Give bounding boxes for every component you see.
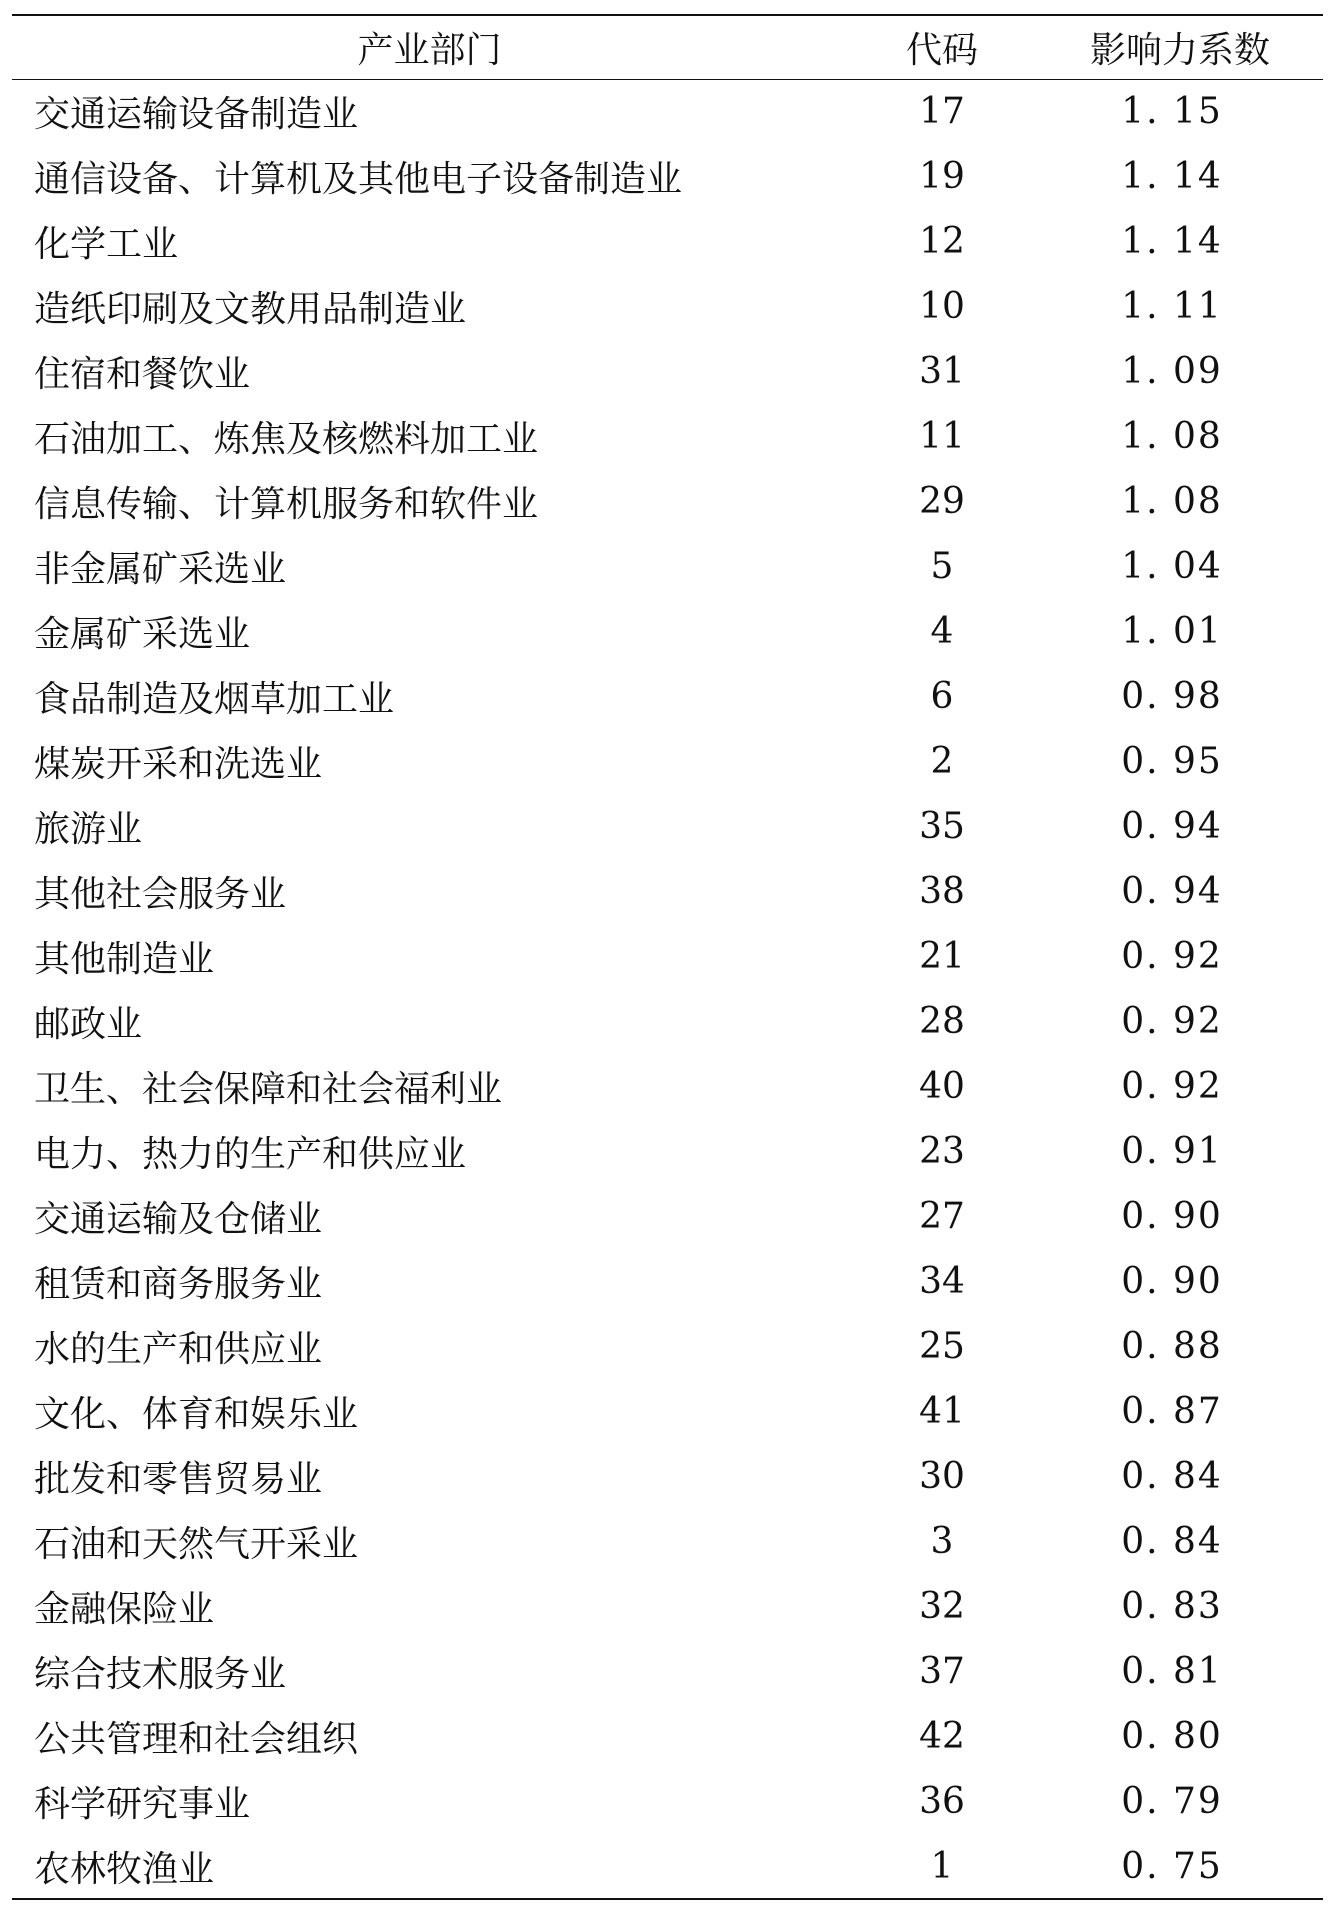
cell-code: 32 [919,1586,965,1627]
cell-sector: 综合技术服务业 [34,1654,287,1695]
cell-coefficient: 1. 11 [1121,286,1223,327]
cell-coefficient: 0. 80 [1121,1716,1223,1757]
cell-code: 31 [919,351,965,392]
cell-sector: 石油和天然气开采业 [34,1524,359,1565]
table-body [12,79,1323,1899]
table-row [12,79,1323,144]
cell-coefficient: 0. 75 [1037,1834,1323,1899]
table-row [12,599,1323,664]
cell-code: 35 [919,806,965,847]
cell-code: 6 [930,676,954,717]
table-row [12,924,1323,989]
table-row [12,144,1323,209]
cell-sector: 邮政业 [34,1004,143,1045]
cell-coefficient: 0. 92 [1121,1001,1223,1042]
cell-sector: 租赁和商务服务业 [34,1264,323,1305]
table-row [12,1444,1323,1509]
table-row [12,664,1323,729]
cell-sector: 造纸印刷及文教用品制造业 [34,289,467,330]
table-row [12,1509,1323,1574]
cell-code: 1 [847,1834,1037,1899]
table-row [12,1639,1323,1704]
table-row [12,1184,1323,1249]
cell-sector: 电力、热力的生产和供应业 [34,1134,467,1175]
cell-code: 19 [919,156,965,197]
sector-influence-table [12,14,1323,1900]
table-row [12,1314,1323,1379]
cell-coefficient: 0. 81 [1121,1651,1223,1692]
table-row [12,1119,1323,1184]
cell-sector: 通信设备、计算机及其他电子设备制造业 [34,159,683,200]
cell-code: 2 [930,741,954,782]
cell-sector: 农林牧渔业 [12,1834,847,1899]
cell-code: 40 [919,1066,965,1107]
cell-code: 41 [919,1391,965,1432]
cell-coefficient: 1. 09 [1121,351,1223,392]
cell-sector: 金融保险业 [34,1589,215,1630]
table-row [12,1704,1323,1769]
cell-sector: 金属矿采选业 [34,614,251,655]
sector-influence-table-container [12,14,1323,1900]
cell-sector: 批发和零售贸易业 [34,1459,323,1500]
table-row [12,729,1323,794]
table-row [12,404,1323,469]
cell-sector: 食品制造及烟草加工业 [34,679,395,720]
cell-coefficient: 1. 14 [1121,221,1223,262]
cell-coefficient: 0. 90 [1121,1196,1223,1237]
cell-code: 34 [919,1261,965,1302]
cell-sector: 交通运输设备制造业 [34,94,359,136]
cell-coefficient: 1. 01 [1121,611,1223,652]
cell-code: 21 [919,936,965,977]
cell-sector: 卫生、社会保障和社会福利业 [34,1069,503,1110]
cell-sector: 化学工业 [34,224,179,265]
cell-sector: 水的生产和供应业 [34,1329,323,1370]
cell-coefficient: 0. 79 [1121,1781,1223,1822]
cell-coefficient: 0. 91 [1121,1131,1223,1172]
cell-code: 30 [919,1456,965,1497]
header-row [12,15,1323,79]
cell-code: 28 [919,1001,965,1042]
header-code: 代码 [847,15,1037,79]
cell-sector: 煤炭开采和洗选业 [34,744,323,785]
cell-sector: 其他制造业 [34,939,215,980]
cell-coefficient: 1. 08 [1121,481,1223,522]
table-row [12,1054,1323,1119]
cell-coefficient: 0. 94 [1121,806,1223,847]
header-sector: 产业部门 [12,15,847,79]
cell-code: 12 [919,221,965,262]
cell-code: 38 [919,871,965,912]
cell-coefficient: 0. 84 [1121,1456,1223,1497]
cell-sector: 科学研究事业 [34,1784,251,1825]
cell-coefficient: 0. 92 [1121,1066,1223,1107]
cell-code: 42 [919,1716,965,1757]
cell-code: 5 [930,546,954,587]
cell-sector: 石油加工、炼焦及核燃料加工业 [34,419,539,460]
cell-sector: 公共管理和社会组织 [34,1719,359,1760]
cell-coefficient: 0. 90 [1121,1261,1223,1302]
cell-sector: 其他社会服务业 [34,874,287,915]
cell-code: 11 [919,416,965,457]
cell-coefficient: 1. 08 [1121,416,1223,457]
table-row [12,339,1323,404]
cell-code: 27 [919,1196,965,1237]
cell-sector: 住宿和餐饮业 [34,354,251,395]
cell-code: 37 [919,1651,965,1692]
table-row [12,989,1323,1054]
cell-sector: 旅游业 [34,809,143,850]
cell-code: 25 [919,1326,965,1367]
cell-code: 17 [919,91,965,133]
cell-coefficient: 0. 92 [1121,936,1223,977]
cell-sector: 文化、体育和娱乐业 [34,1394,359,1435]
table-row [12,794,1323,859]
header-coefficient: 影响力系数 [1037,15,1323,79]
cell-coefficient: 0. 95 [1121,741,1223,782]
table-row [12,534,1323,599]
cell-code: 3 [930,1521,954,1562]
cell-coefficient: 0. 94 [1121,871,1223,912]
cell-coefficient: 1. 14 [1121,156,1223,197]
table-row [12,274,1323,339]
cell-code: 10 [919,286,965,327]
cell-code: 29 [919,481,965,522]
table-header [12,15,1323,79]
table-row [12,1769,1323,1834]
table-row [12,859,1323,924]
cell-coefficient: 0. 84 [1121,1521,1223,1562]
table-row [12,1249,1323,1314]
cell-sector: 信息传输、计算机服务和软件业 [34,484,539,525]
table-row [12,1379,1323,1444]
table-row [12,1834,1323,1899]
table-row [12,209,1323,274]
cell-coefficient: 0. 83 [1121,1586,1223,1627]
cell-sector: 非金属矿采选业 [34,549,287,590]
table-row [12,1574,1323,1639]
cell-coefficient: 1. 04 [1121,546,1223,587]
cell-code: 36 [919,1781,965,1822]
cell-code: 4 [930,611,954,652]
cell-coefficient: 0. 88 [1121,1326,1223,1367]
cell-coefficient: 0. 98 [1121,676,1223,717]
cell-sector: 交通运输及仓储业 [34,1199,323,1240]
cell-coefficient: 1. 15 [1121,91,1223,133]
cell-coefficient: 0. 87 [1121,1391,1223,1432]
table-row [12,469,1323,534]
cell-code: 23 [919,1131,965,1172]
